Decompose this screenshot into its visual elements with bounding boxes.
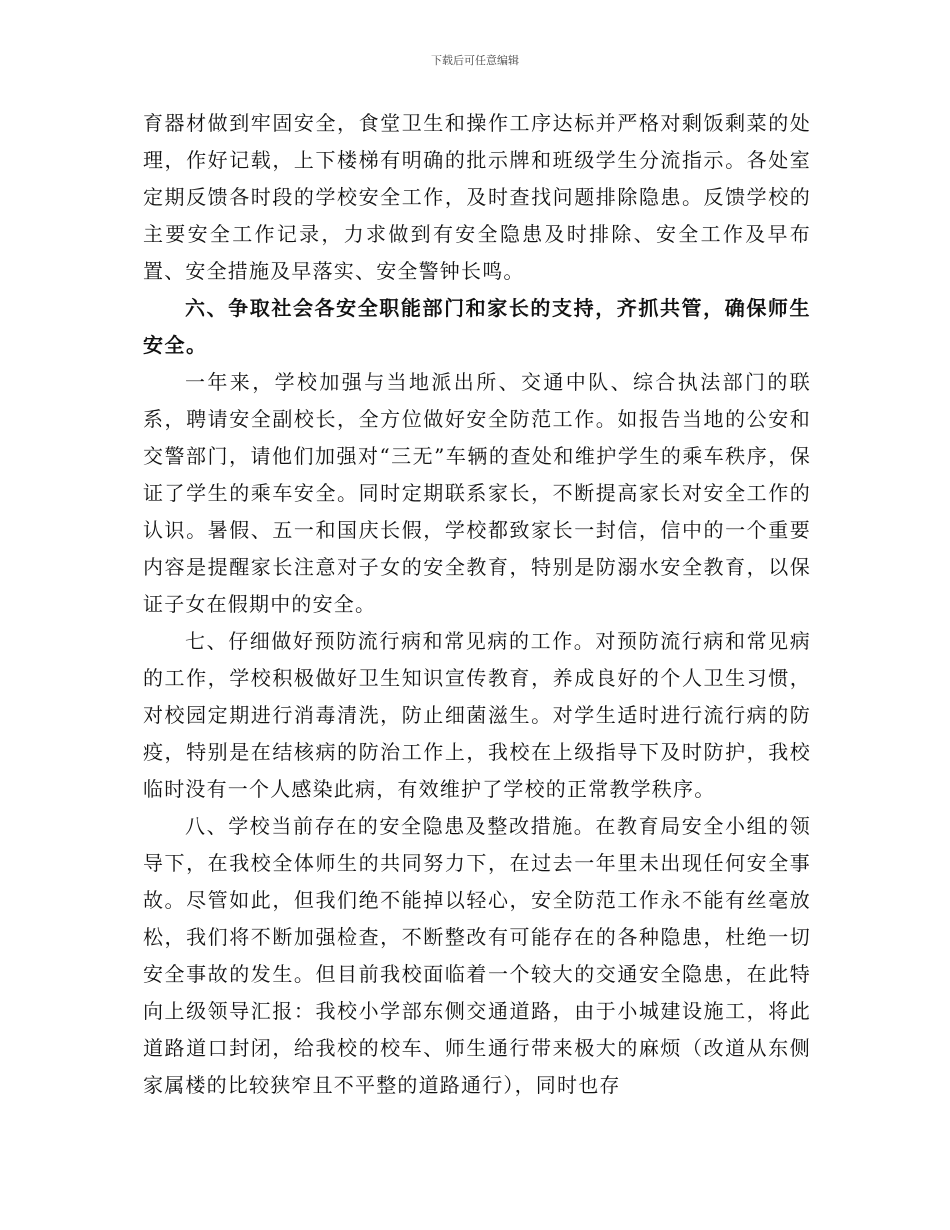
section-heading-six: 六、争取社会各安全职能部门和家长的支持，齐抓共管，确保师生安全。: [143, 296, 811, 357]
paragraph-hazards-rectification: 八、学校当前存在的安全隐患及整改措施。在教育局安全小组的领导下，在我校全体师生的共同努力下，在过去一年里未出现任何安全事故。尽管如此，但我们绝不能掉以轻心，安全防范工作永不能有丝毫放松，我们将不断加强检查，不断整改有可能存在的各种隐患，杜绝一切安全事故的发生。但目前我校面临着一个较大的交通安全隐患，在此特向上级领导汇报：我校小学部东侧交通道路，由于小城建设施工，将此道路道口封闭，给我校的校车、师生通行带来极大的麻烦（改道从东侧家属楼的比较狭窄且不平整的道路通行），同时也存: [143, 814, 811, 1097]
paragraph-continued: 育器材做到牢固安全，食堂卫生和操作工序达标并严格对剩饭剩菜的处理，作好记载，上下楼梯有明确的批示牌和班级学生分流指示。各处室定期反馈各时段的学校安全工作，及时查找问题排除隐患。反馈学校的主要安全工作记录，力求做到有安全隐患及时排除、安全工作及早布置、安全措施及早落实、安全警钟长鸣。: [143, 111, 811, 283]
document-body: [143, 105, 811, 1104]
paragraph-community-cooperation: 一年来，学校加强与当地派出所、交通中队、综合执法部门的联系，聘请安全副校长，全方位做好安全防范工作。如报告当地的公安和交警部门，请他们加强对“三无”车辆的查处和维护学生的乘车秩序，保证了学生的乘车安全。同时定期联系家长，不断提高家长对安全工作的认识。暑假、五一和国庆长假，学校都致家长一封信，信中的一个重要内容是提醒家长注意对子女的安全教育，特别是防溺水安全教育，以保证子女在假期中的安全。: [143, 370, 811, 616]
paragraph-disease-prevention: 七、仔细做好预防流行病和常见病的工作。对预防流行病和常见病的工作，学校积极做好卫生知识宣传教育，养成良好的个人卫生习惯，对校园定期进行消毒清洗，防止细菌滋生。对学生适时进行流行病的防疫，特别是在结核病的防治工作上，我校在上级指导下及时防护，我校临时没有一个人感染此病，有效维护了学校的正常教学秩序。: [143, 629, 811, 801]
page-header-note: 下载后可任意编辑: [431, 54, 519, 67]
